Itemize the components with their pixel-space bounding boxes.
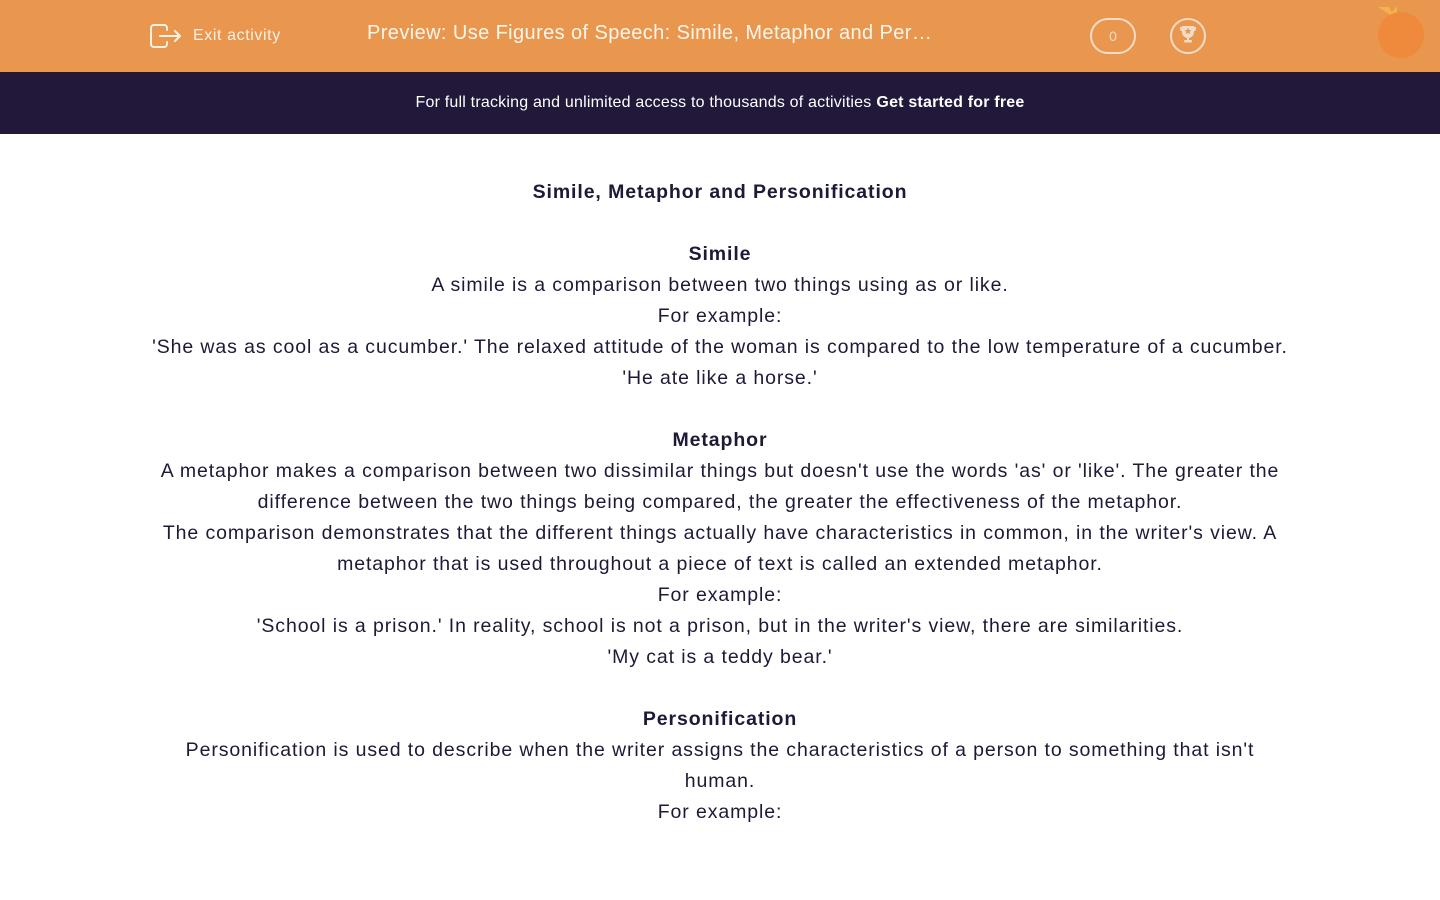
section-heading: Metaphor — [672, 429, 768, 451]
paragraph: 'He ate like a horse.' — [622, 367, 818, 389]
score-value: 0 — [1109, 28, 1117, 44]
paragraph: A metaphor makes a comparison between two dissimilar things but doesn't use the words 'as' or 'like'. The greater the difference between the two things being compared, the greater the effectiveness of the metaphor. — [160, 460, 1280, 513]
lesson-content — [150, 177, 1290, 828]
trophy-button[interactable] — [1170, 18, 1206, 54]
paragraph: 'School is a prison.' In reality, school is not a prison, but in the writer's view, there are similarities. — [256, 615, 1184, 637]
paragraph: 'She was as cool as a cucumber.' The relaxed attitude of the woman is compared to the low temperature of a cucumber. — [152, 336, 1288, 358]
get-started-link[interactable]: Get started for free — [876, 94, 1025, 111]
exit-activity-button[interactable] — [149, 20, 281, 52]
exit-arrow-icon — [149, 22, 183, 50]
top-bar — [0, 0, 1440, 72]
paragraph: 'My cat is a teddy bear.' — [607, 646, 833, 668]
document-title: Simile, Metaphor and Personification — [532, 181, 908, 203]
trophy-icon — [1177, 23, 1199, 50]
paragraph: For example: — [657, 305, 783, 327]
exit-activity-label: Exit activity — [193, 27, 281, 44]
orange-logo-icon — [1375, 3, 1431, 61]
paragraph: The comparison demonstrates that the different things actually have characteristics in common, in the writer's view. A metaphor that is used throughout a piece of text is called an extended metaphor. — [162, 522, 1278, 575]
section-heading: Simile — [688, 243, 752, 265]
metaphor-section — [150, 425, 1290, 673]
section-heading: Personification — [642, 708, 798, 730]
paragraph: A simile is a comparison between two things using as or like. — [431, 274, 1009, 296]
paragraph: For example: — [657, 584, 783, 606]
upgrade-banner — [0, 72, 1440, 134]
score-counter — [1090, 18, 1136, 54]
simile-section — [150, 239, 1290, 394]
personification-section — [150, 704, 1290, 828]
paragraph: For example: — [657, 801, 783, 823]
activity-title: Preview: Use Figures of Speech: Simile, Metaphor and Per… — [367, 22, 933, 44]
banner-text: For full tracking and unlimited access to thousands of activities — [415, 94, 872, 111]
paragraph: Personification is used to describe when the writer assigns the characteristics of a person to something that isn't human. — [185, 739, 1255, 792]
